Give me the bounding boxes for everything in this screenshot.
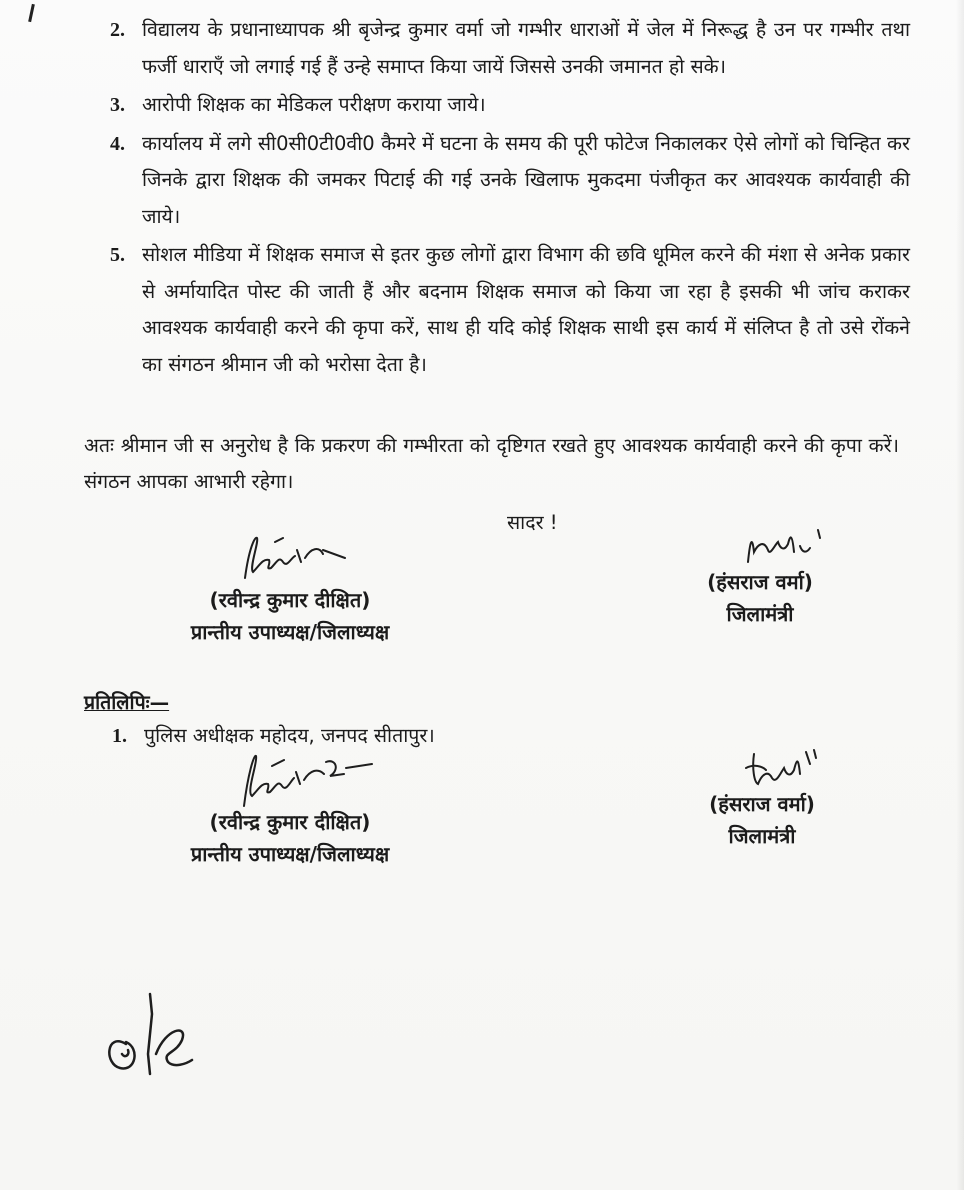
list-item-number: 4. bbox=[110, 132, 125, 155]
left-signatory-name: (रवीन्द्र कुमार दीक्षित) bbox=[209, 588, 371, 612]
left-signature-2 bbox=[232, 744, 382, 814]
right-signatory-title: जिलामंत्री bbox=[726, 602, 794, 626]
list-item-number: 2. bbox=[110, 19, 125, 41]
bottom-initials bbox=[96, 984, 216, 1084]
closing-paragraph: अतः श्रीमान जी स अनुरोध है कि प्रकरण की गम्भीरता को दृष्टिगत रखते हुए आवश्यक कार्यवाही करने की कृपा करें। संगठन आपका आभारी रहेगा। bbox=[84, 434, 899, 493]
left-signatory-title: प्रान्तीय उपाध्यक्ष/जिलाध्यक्ष bbox=[190, 842, 390, 866]
list-item bbox=[110, 12, 910, 85]
left-signatory-name: (रवीन्द्र कुमार दीक्षित) bbox=[209, 810, 371, 834]
right-signatory-block bbox=[662, 788, 862, 852]
list-item bbox=[110, 87, 910, 124]
right-signatory-title: जिलामंत्री bbox=[728, 824, 796, 848]
right-signature-2 bbox=[740, 744, 830, 794]
left-signatory-block bbox=[140, 584, 440, 648]
list-item-text: पुलिस अधीक्षक महोदय, जनपद सीतापुर। bbox=[144, 724, 435, 747]
page-edge-shadow bbox=[956, 0, 964, 1190]
left-signature-1 bbox=[235, 528, 355, 588]
list-item-number: 5. bbox=[110, 244, 125, 266]
right-signatory-block bbox=[660, 566, 860, 630]
list-item-text: सोशल मीडिया में शिक्षक समाज से इतर कुछ लोगों द्वारा विभाग की छवि धूमिल करने की मंशा से अनेक प्रकार से अर्मायादित पोस्ट की जाती हैं और बदनाम शिक्षक समाज को किया जा रहा है इसकी भी जांच कराकर आवश्यक कार्यवाही करने की कृपा करें, साथ ही यदि कोई शिक्षक साथी इस कार्य में संलिप्त है तो उसे रोंकने का संगठन श्रीमान जी को भरोसा देता है। bbox=[142, 243, 910, 376]
right-signatory-name: (हंसराज वर्मा) bbox=[707, 570, 813, 594]
list-item-text: विद्यालय के प्रधानाध्यापक श्री बृजेन्द्र कुमार वर्मा जो गम्भीर धाराओं में जेल में निरूद्ध है उन पर गम्भीर तथा फर्जी धाराएँ जो लगाई गई हैं उन्हे समाप्त किया जायें जिससे उनकी जमानत हो सके। bbox=[142, 18, 910, 78]
list-item-text: कार्यालय में लगे सी0सी0टी0वी0 कैमरे में घटना के समय की पूरी फोटेज निकालकर ऐसे लोगों को चिन्हित कर जिनके द्वारा शिक्षक की जमकर पिटाई की गई उनके खिलाफ मुकदमा पंजीकृत कर आवश्यक कार्यवाही की जाये। bbox=[142, 131, 910, 228]
list-item-number: 1. bbox=[112, 725, 127, 747]
left-signatory-title: प्रान्तीय उपाध्यक्ष/जिलाध्यक्ष bbox=[190, 620, 390, 644]
right-signature-1 bbox=[740, 522, 830, 572]
list-item bbox=[110, 126, 910, 236]
list-item-text: आरोपी शिक्षक का मेडिकल परीक्षण कराया जाये। bbox=[142, 93, 486, 116]
list-item bbox=[110, 237, 910, 383]
copy-to-heading: प्रतिलिपिः— bbox=[84, 691, 170, 714]
list-item-number: 3. bbox=[110, 94, 125, 116]
salutation-saadar: सादर ! bbox=[507, 511, 558, 534]
right-signatory-name: (हंसराज वर्मा) bbox=[709, 792, 815, 816]
left-signatory-block bbox=[140, 806, 440, 870]
corner-pen-mark bbox=[28, 4, 35, 22]
demand-list bbox=[110, 12, 910, 385]
